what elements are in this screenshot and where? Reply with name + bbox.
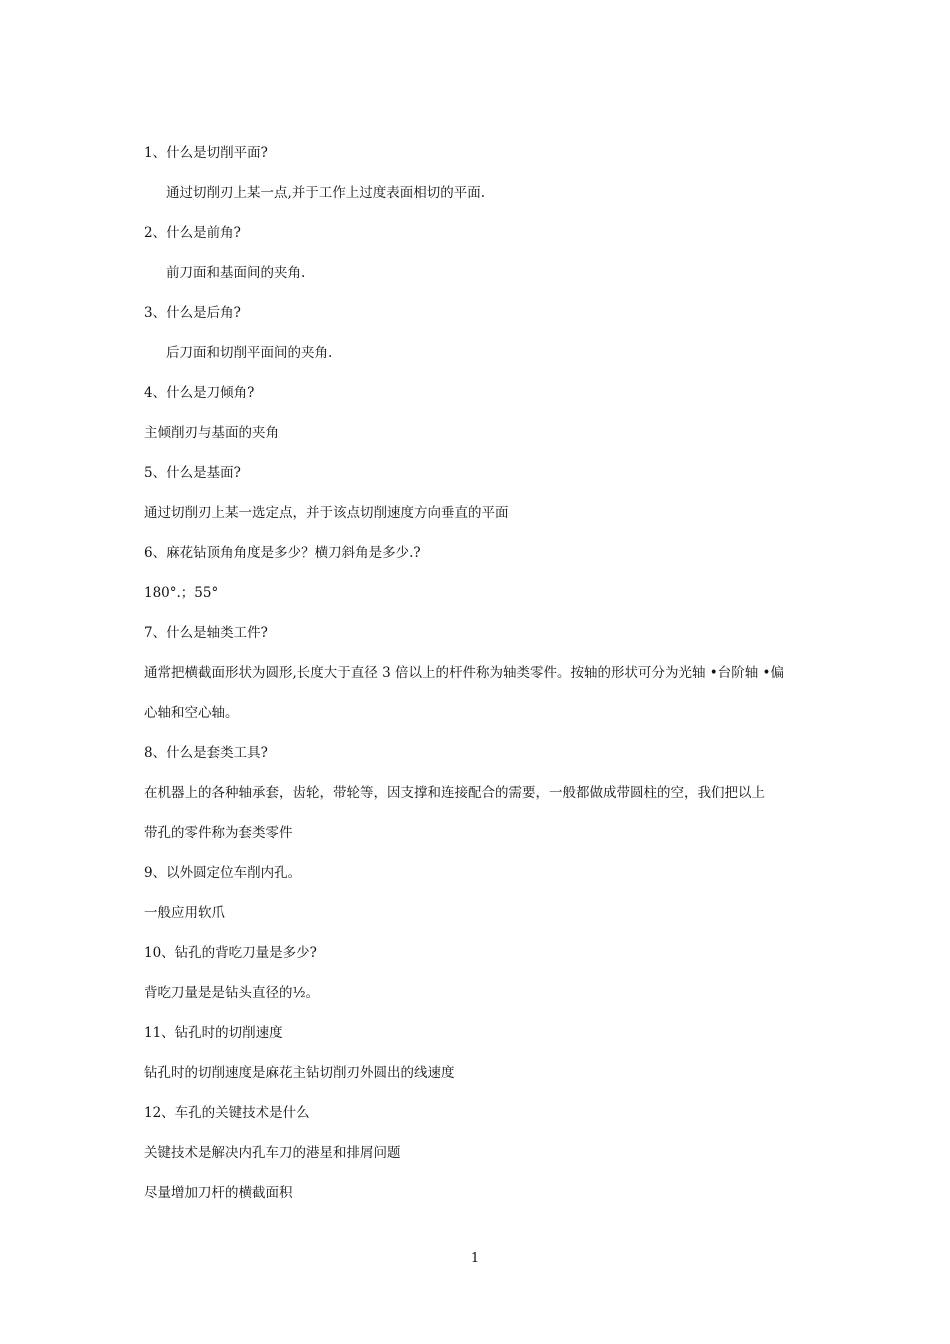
text-line: 3、什么是后角? <box>144 305 241 321</box>
text-line: 主倾削刃与基面的夹角 <box>144 425 279 441</box>
text-line: 11、钻孔时的切削速度 <box>144 1025 283 1041</box>
text-line: 9、以外圆定位车削内孔。 <box>144 865 302 881</box>
text-line: 在机器上的各种轴承套，齿轮，带轮等，因支撑和连接配合的需要，一般都做成带圆柱的空，我们把以上 <box>144 785 765 801</box>
text-line: 钻孔时的切削速度是麻花主钻切削刃外圆出的线速度 <box>144 1065 455 1081</box>
text-line: 2、什么是前角? <box>144 225 241 241</box>
text-line: 尽量增加刀杆的横截面积 <box>144 1185 293 1201</box>
answer-line: 后刀面和切削平面间的夹角. <box>166 345 333 361</box>
text-line: 180°.；55° <box>144 585 219 601</box>
text-line: 心轴和空心轴。 <box>144 705 239 721</box>
text-line: 一般应用软爪 <box>144 905 225 921</box>
text-line: 6、麻花钻顶角角度是多少？横刀斜角是多少.? <box>144 545 421 561</box>
document-body <box>144 133 814 1213</box>
text-line: 8、什么是套类工具? <box>144 745 268 761</box>
text-line: 通过切削刃上某一选定点，并于该点切削速度方向垂直的平面 <box>144 505 509 521</box>
text-line: 背吃刀量是是钻头直径的½。 <box>144 985 320 1001</box>
text-line: 7、什么是轴类工件? <box>144 625 268 641</box>
text-line: 关键技术是解决内孔车刀的港星和排屑问题 <box>144 1145 401 1161</box>
text-line: 5、什么是基面? <box>144 465 241 481</box>
text-line: 通常把横截面形状为圆形,长度大于直径 3 倍以上的杆件称为轴类零件。按轴的形状可分为光轴 •台阶轴 •偏 <box>144 665 784 681</box>
answer-line: 前刀面和基面间的夹角. <box>166 265 306 281</box>
text-line: 12、车孔的关键技术是什么 <box>144 1105 310 1121</box>
text-line: 1、什么是切削平面? <box>144 145 268 161</box>
text-line: 带孔的零件称为套类零件 <box>144 825 293 841</box>
page-number: 1 <box>470 1251 480 1266</box>
answer-line: 通过切削刃上某一点,并于工作上过度表面相切的平面. <box>166 185 486 201</box>
text-line: 4、什么是刀倾角? <box>144 385 255 401</box>
text-line: 10、钻孔的背吃刀量是多少? <box>144 945 317 961</box>
